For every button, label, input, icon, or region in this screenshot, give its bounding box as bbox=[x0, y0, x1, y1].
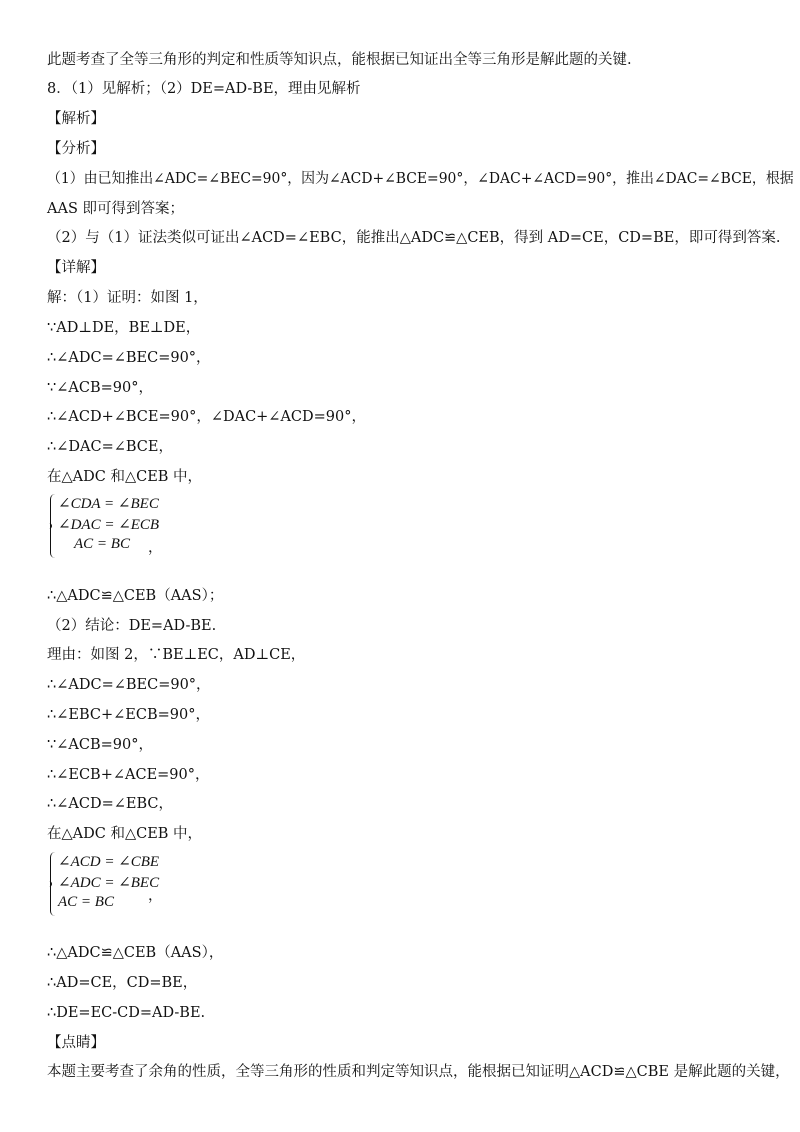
equation: ∠ACD = ∠CBE bbox=[58, 854, 160, 870]
text-line: ∴∠ECB+∠ACE=90°， bbox=[47, 767, 210, 783]
text-line: ∴∠EBC+∠ECB=90°， bbox=[47, 707, 210, 723]
text-line: 解：（1）证明：如图 1， bbox=[47, 290, 208, 306]
text-line: ∴△ADC≌△CEB（AAS）； bbox=[47, 588, 224, 604]
text-line: （2）与（1）证法类似可证出∠ACD=∠EBC，能推出△ADC≌△CEB，得到 AD=CE，CD=BE，即可得到答案. bbox=[47, 230, 781, 246]
text-line: ∴△ADC≌△CEB（AAS）， bbox=[47, 945, 224, 961]
text-line: ∴∠DAC=∠BCE， bbox=[47, 439, 173, 455]
text-line: 理由：如图 2，∵BE⊥EC，AD⊥CE， bbox=[47, 647, 306, 663]
equation: ∠ADC = ∠BEC bbox=[58, 875, 160, 891]
section-heading-analysis: 【解析】 bbox=[47, 111, 105, 127]
text-line: AAS 即可得到答案； bbox=[47, 201, 184, 217]
text-line: ∴∠ACD=∠EBC， bbox=[47, 796, 173, 812]
equation: ∠CDA = ∠BEC bbox=[58, 496, 159, 512]
section-heading-comment: 【点睛】 bbox=[47, 1035, 105, 1051]
left-brace bbox=[50, 494, 58, 558]
text-line: ∴AD=CE，CD=BE， bbox=[47, 975, 198, 991]
text-line: 此题考查了全等三角形的判定和性质等知识点，能根据已知证出全等三角形是解此题的关键. bbox=[47, 52, 632, 68]
text-line: ∴DE=EC-CD=AD-BE. bbox=[47, 1005, 206, 1021]
left-brace bbox=[50, 852, 58, 916]
equation: ∠DAC = ∠ECB bbox=[58, 517, 160, 533]
text-line: （2）结论：DE=AD-BE. bbox=[47, 618, 217, 634]
text-line: （1）由已知推出∠ADC=∠BEC=90°，因为∠ACD+∠BCE=90°，∠DAC+∠ACD=90°，推出∠DAC=∠BCE，根据 bbox=[47, 171, 794, 187]
equation: AC = BC bbox=[74, 536, 130, 552]
text-line: ∵∠ACB=90°， bbox=[47, 380, 153, 396]
text-line: ∴∠ADC=∠BEC=90°， bbox=[47, 677, 211, 693]
trailing-comma: ， bbox=[148, 540, 163, 556]
answer-line: 8．（1）见解析；（2）DE=AD-BE，理由见解析 bbox=[47, 81, 361, 97]
text-line: ∵∠ACB=90°， bbox=[47, 737, 153, 753]
text-line: 本题主要考查了余角的性质，全等三角形的性质和判定等知识点，能根据已知证明△ACD≌△CBE 是解此题的关键， bbox=[47, 1064, 790, 1080]
trailing-comma: ， bbox=[148, 888, 163, 904]
section-heading-detail: 【详解】 bbox=[47, 260, 105, 276]
text-line: ∴∠ACD+∠BCE=90°，∠DAC+∠ACD=90°， bbox=[47, 409, 366, 425]
text-line: 在△ADC 和△CEB 中， bbox=[47, 826, 203, 842]
equation: AC = BC bbox=[58, 894, 114, 910]
text-line: ∵AD⊥DE，BE⊥DE， bbox=[47, 320, 201, 336]
equation-system-1 bbox=[50, 494, 190, 558]
equation-system-2 bbox=[50, 852, 190, 916]
text-line: ∴∠ADC=∠BEC=90°， bbox=[47, 350, 211, 366]
text-line: 在△ADC 和△CEB 中， bbox=[47, 469, 203, 485]
section-heading-fenxi: 【分析】 bbox=[47, 141, 105, 157]
